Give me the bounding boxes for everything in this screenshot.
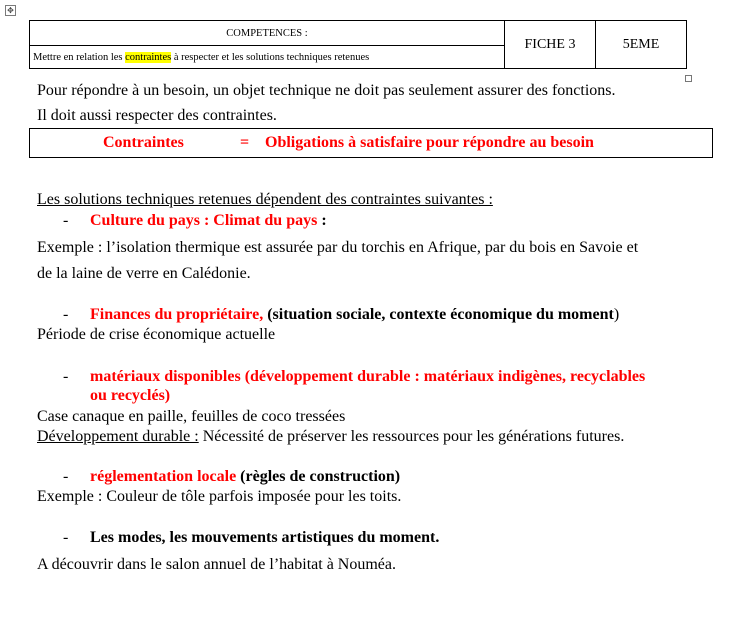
item-finances-trail: ): [613, 306, 620, 323]
bullet-dash: -: [63, 468, 69, 485]
list-item-finances: [63, 305, 619, 325]
competences-table: [29, 20, 687, 69]
competences-description-cell: [30, 46, 505, 69]
bullet-dash: -: [63, 368, 69, 385]
bullet-dash: -: [63, 306, 69, 323]
definition-equals: =: [240, 134, 250, 151]
list-item-reglementation: [63, 467, 400, 487]
item-reglementation-title: réglementation locale: [90, 468, 237, 485]
durable-text: Nécessité de préserver les ressources pour les générations futures.: [198, 428, 625, 445]
item-culture-colon: :: [317, 212, 327, 229]
item-materiaux-text: Case canaque en paille, feuilles de coco tressées: [37, 408, 346, 425]
list-item-culture: [63, 211, 327, 231]
durable-label: Développement durable :: [37, 428, 199, 445]
table-resize-handle-icon[interactable]: [685, 75, 692, 82]
level-cell: [596, 21, 687, 69]
item-finances-detail: (situation sociale, contexte économique du moment: [263, 306, 614, 323]
level-label: 5EME: [622, 36, 660, 52]
item-materiaux-title-1: matériaux disponibles (développement durable : matériaux indigènes, recyclables: [90, 368, 646, 385]
table-move-handle-icon[interactable]: ✥: [5, 5, 16, 16]
item-materiaux-durable: [37, 427, 624, 447]
item-culture-text-1: Exemple : l’isolation thermique est assurée par du torchis en Afrique, par du bois en Savoie et: [37, 239, 639, 256]
item-reglementation-detail: (règles de construction): [236, 468, 401, 485]
definition-meaning: Obligations à satisfaire pour répondre au besoin: [265, 134, 594, 151]
bullet-dash: -: [63, 529, 69, 546]
item-materiaux-title-2: ou recyclés): [90, 387, 171, 404]
competences-description-end: à respecter et les solutions techniques retenues: [171, 51, 370, 63]
fiche-label: FICHE 3: [524, 36, 576, 52]
item-modes-text: A découvrir dans le salon annuel de l’habitat à Nouméa.: [37, 556, 396, 573]
item-finances-title: Finances du propriétaire,: [90, 306, 264, 323]
fiche-cell: [505, 21, 596, 69]
list-item-materiaux: [63, 367, 645, 387]
bullet-dash: -: [63, 212, 69, 229]
item-culture-text-2: de la laine de verre en Calédonie.: [37, 265, 251, 282]
item-culture-title: Culture du pays : Climat du pays: [90, 212, 318, 229]
definition-box: [29, 128, 713, 158]
competences-title-cell: [30, 21, 505, 46]
item-modes-title: Les modes, les mouvements artistiques du moment.: [90, 529, 440, 546]
competences-label: COMPETENCES :: [226, 27, 308, 39]
section-intro: Les solutions techniques retenues dépendent des contraintes suivantes :: [37, 191, 493, 208]
list-item-modes: [63, 528, 439, 548]
competences-description-start: Mettre en relation les: [33, 51, 126, 63]
definition-term: Contraintes: [103, 134, 184, 151]
intro-line-2: Il doit aussi respecter des contraintes.: [37, 107, 277, 124]
intro-line-1: Pour répondre à un besoin, un objet technique ne doit pas seulement assurer des fonctions.: [37, 82, 616, 99]
highlighted-word: contraintes: [125, 51, 172, 63]
item-reglementation-text: Exemple : Couleur de tôle parfois imposée pour les toits.: [37, 488, 402, 505]
item-finances-text: Période de crise économique actuelle: [37, 326, 276, 343]
